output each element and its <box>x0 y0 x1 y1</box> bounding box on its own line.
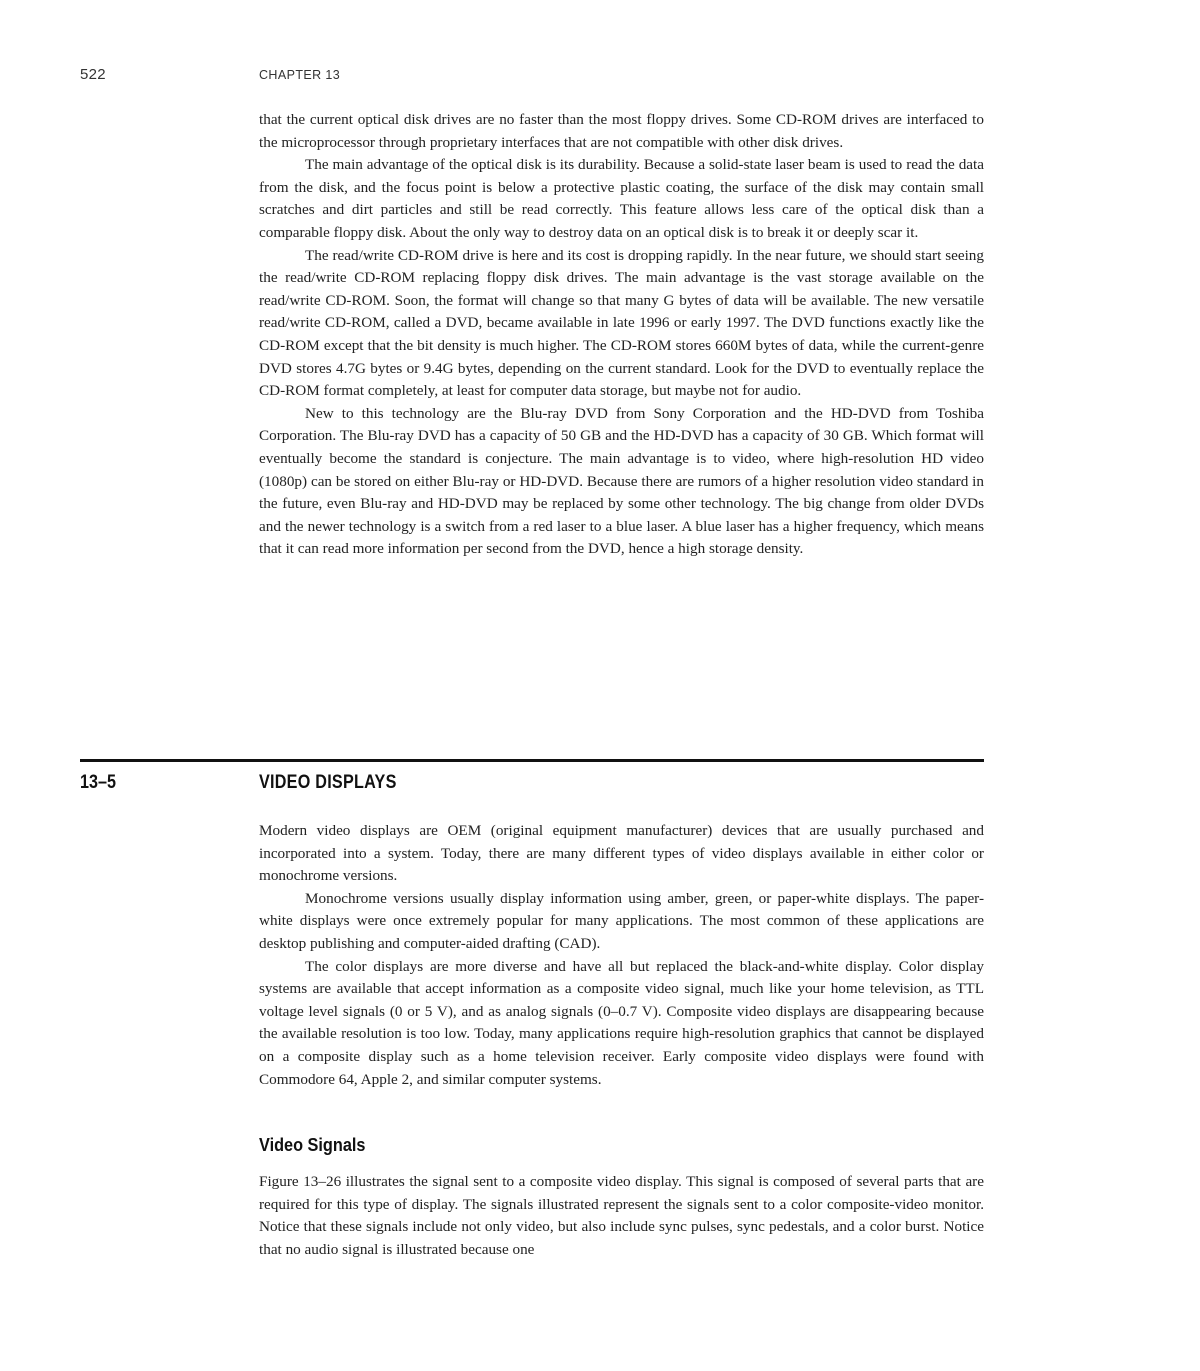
paragraph: New to this technology are the Blu-ray DVD from Sony Corporation and the HD-DVD from Toshiba Corporation. The Blu-ray DVD has a capacity of 50 GB and the HD-DVD has a capacity of 30 GB. Which format will eventually become the standard is conjecture. The main advantage is to video, where high-resolution HD video (1080p) can be stored on either Blu-ray or HD-DVD. Because there are rumors of a higher resolution video standard in the future, even Blu-ray and HD-DVD may be replaced by some other technology. The big change from older DVDs and the newer technology is a switch from a red laser to a blue laser. A blue laser has a higher frequency, which means that it can read more information per second from the DVD, hence a high storage density. <box>259 404 984 558</box>
paragraph: that the current optical disk drives are no faster than the most floppy drives. Some CD-ROM drives are interfaced to the microprocessor through proprietary interfaces that are not compatible with other disk drives. <box>259 111 984 151</box>
paragraph: The color displays are more diverse and have all but replaced the black-and-white display. Color display systems are available that accept information as a composite video signal, much like your home television, as TTL voltage level signals (0 or 5 V), and as analog signals (0–0.7 V). Composite video displays are disappearing because the available resolution is too low. Today, many applications require high-resolution graphics that cannot be displayed on a composite display such as a home television receiver. Early composite video displays were found with Commodore 64, Apple 2, and similar computer systems. <box>259 957 984 1088</box>
paragraph: The main advantage of the optical disk is its durability. Because a solid-state laser beam is used to read the data from the disk, and the focus point is below a protective plastic coating, the surface of the disk may contain small scratches and dirt particles and still be read correctly. This feature allows less care of the optical disk than a comparable floppy disk. About the only way to destroy data on an optical disk is to break it or deeply scar it. <box>259 156 984 241</box>
chapter-label: CHAPTER 13 <box>259 68 341 82</box>
page-number: 522 <box>80 66 106 83</box>
section-divider <box>80 759 984 762</box>
paragraph: Monochrome versions usually display information using amber, green, or paper-white displays. The paper-white displays were once extremely popular for many applications. The most common of these applications are desktop publishing and computer-aided drafting (CAD). <box>259 889 984 952</box>
section-text-block <box>259 820 984 1091</box>
paragraph: Figure 13–26 illustrates the signal sent to a composite video display. This signal is composed of several parts that are required for this type of display. The signals illustrated represent the signals sent to a color composite-video monitor. Notice that these signals include not only video, but also include sync pulses, sync pedestals, and a color burst. Notice that no audio signal is illustrated because one <box>259 1173 984 1258</box>
section-number: 13–5 <box>80 772 116 793</box>
subsection-text-block <box>259 1171 984 1261</box>
section-title: VIDEO DISPLAYS <box>259 772 397 793</box>
subsection-title: Video Signals <box>259 1134 366 1155</box>
paragraph: Modern video displays are OEM (original equipment manufacturer) devices that are usually purchased and incorporated into a system. Today, there are many different types of video displays available in either color or monochrome versions. <box>259 822 984 885</box>
top-text-block <box>259 109 984 561</box>
paragraph: The read/write CD-ROM drive is here and its cost is dropping rapidly. In the near future, we should start seeing the read/write CD-ROM replacing floppy disk drives. The main advantage is the vast storage available on the read/write CD-ROM. Soon, the format will change so that many G bytes of data will be available. The new versatile read/write CD-ROM, called a DVD, became available in late 1996 or early 1997. The DVD functions exactly like the CD-ROM except that the bit density is much higher. The CD-ROM stores 660M bytes of data, while the current-genre DVD stores 4.7G bytes or 9.4G bytes, depending on the current standard. Look for the DVD to eventually replace the CD-ROM format completely, at least for computer data storage, but maybe not for audio. <box>259 246 984 400</box>
